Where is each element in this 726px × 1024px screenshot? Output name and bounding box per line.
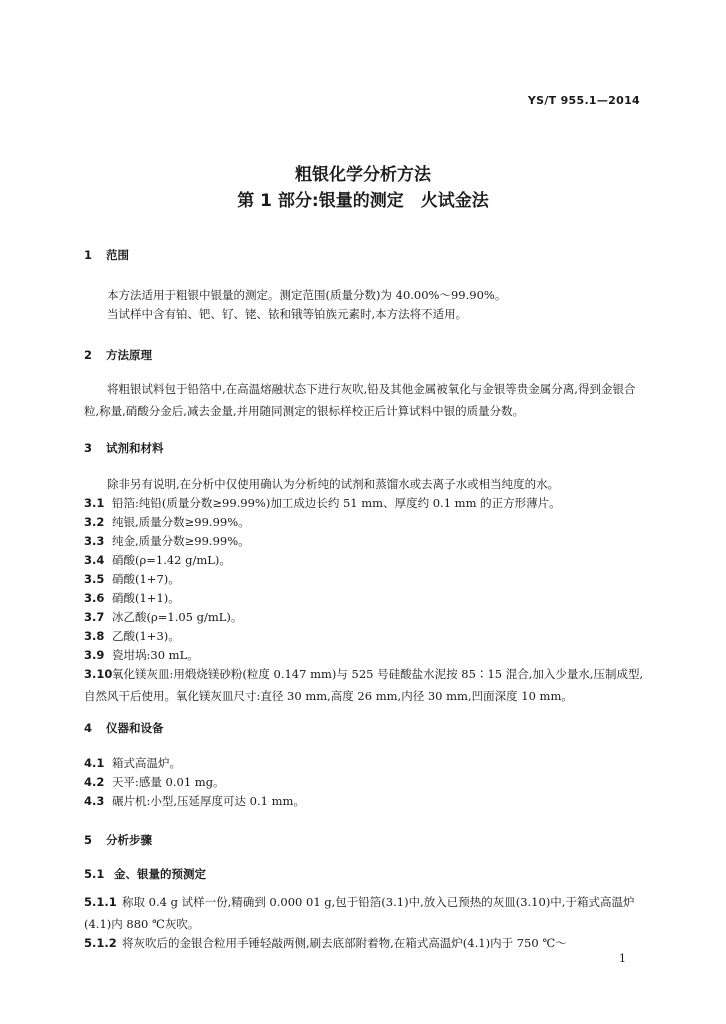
item-number: 3.6 [84, 591, 105, 605]
section-1-heading [84, 247, 129, 263]
item-number: 3.5 [84, 572, 105, 586]
subsection-number: 5.1 [84, 867, 105, 881]
list-item [84, 663, 644, 707]
list-item [84, 891, 644, 935]
item-number: 5.1.2 [84, 936, 117, 950]
item-text: 称取 0.4 g 试样一份,精确到 0.000 01 g,包于铅箔(3.1)中,放入已预热的灰皿(3.10)中,于箱式高温炉(4.1)内 880 ℃灰吹。 [84, 895, 635, 931]
page-number: 1 [619, 952, 626, 965]
item-number: 5.1.1 [84, 895, 117, 909]
item-text: 纯金,质量分数≥99.99%。 [112, 534, 250, 548]
item-text: 将灰吹后的金银合粒用手锤轻敲两侧,刷去底部附着物,在箱式高温炉(4.1)内于 750 ℃～ [122, 936, 567, 950]
section-5-heading [84, 832, 152, 848]
item-text: 天平:感量 0.01 mg。 [112, 775, 225, 789]
paragraph: 除非另有说明,在分析中仅使用确认为分析纯的试剂和蒸馏水或去离子水或相当纯度的水。 [107, 477, 560, 491]
item-number: 3.8 [84, 629, 105, 643]
document-subtitle: 第 1 部分:银量的测定 火试金法 [237, 191, 489, 211]
subsection-5-1-heading [84, 866, 206, 882]
item-number: 3.3 [84, 534, 105, 548]
section-3-heading [84, 440, 164, 456]
item-text: 瓷坩埚:30 mL。 [112, 648, 199, 662]
item-number: 4.3 [84, 794, 105, 808]
subsection-title: 金、银量的预测定 [114, 867, 206, 881]
item-number: 3.9 [84, 648, 105, 662]
item-text: 硝酸(1+7)。 [112, 572, 180, 586]
item-text: 氧化镁灰皿:用煅烧镁砂粉(粒度 0.147 mm)与 525 号硅酸盐水泥按 85∶15 混合,加入少量水,压制成型,自然风干后使用。氧化镁灰皿尺寸:直径 30 mm,高度 26 mm,内径 30 mm,凹面深度 10 mm。 [84, 667, 644, 703]
section-2-heading [84, 347, 152, 363]
section-number: 5 [84, 833, 93, 847]
item-text: 硝酸(ρ=1.42 g/mL)。 [112, 553, 231, 567]
section-title: 试剂和材料 [106, 441, 164, 455]
item-text: 箱式高温炉。 [112, 756, 181, 770]
standard-number: YS/T 955.1—2014 [527, 94, 640, 107]
item-number: 4.2 [84, 775, 105, 789]
section-number: 1 [84, 248, 93, 262]
item-text: 乙酸(1+3)。 [112, 629, 180, 643]
section-title: 方法原理 [106, 348, 152, 362]
item-number: 3.2 [84, 515, 105, 529]
section-4-heading [84, 720, 164, 736]
paragraph: 本方法适用于粗银中银量的测定。测定范围(质量分数)为 40.00%～99.90%。 [107, 288, 507, 302]
list-item [84, 932, 644, 954]
item-number: 4.1 [84, 756, 105, 770]
document-title: 粗银化学分析方法 [295, 165, 431, 185]
section-title: 范围 [106, 248, 129, 262]
section-number: 2 [84, 348, 93, 362]
section-number: 4 [84, 721, 93, 735]
item-number: 3.10 [84, 667, 113, 681]
item-text: 碾片机:小型,压延厚度可达 0.1 mm。 [112, 794, 305, 808]
item-number: 3.4 [84, 553, 105, 567]
item-number: 3.7 [84, 610, 105, 624]
paragraph: 当试样中含有铂、钯、钌、铑、铱和锇等铂族元素时,本方法将不适用。 [107, 307, 468, 321]
item-text: 纯银,质量分数≥99.99%。 [112, 515, 250, 529]
section-number: 3 [84, 441, 93, 455]
section-title: 分析步骤 [106, 833, 152, 847]
item-number: 3.1 [84, 496, 105, 510]
item-text: 铅箔:纯铅(质量分数≥99.99%)加工成边长约 51 mm、厚度约 0.1 mm 的正方形薄片。 [112, 496, 561, 510]
paragraph: 将粗银试料包于铅箔中,在高温熔融状态下进行灰吹,铅及其他金属被氧化与金银等贵金属分离,得到金银合粒,称量,硝酸分金后,减去金量,并用随同测定的银标样校正后计算试料中银的质量分数。 [84, 382, 636, 418]
section-title: 仪器和设备 [106, 721, 164, 735]
item-text: 冰乙酸(ρ=1.05 g/mL)。 [112, 610, 243, 624]
list-item [84, 790, 644, 812]
item-text: 硝酸(1+1)。 [112, 591, 180, 605]
